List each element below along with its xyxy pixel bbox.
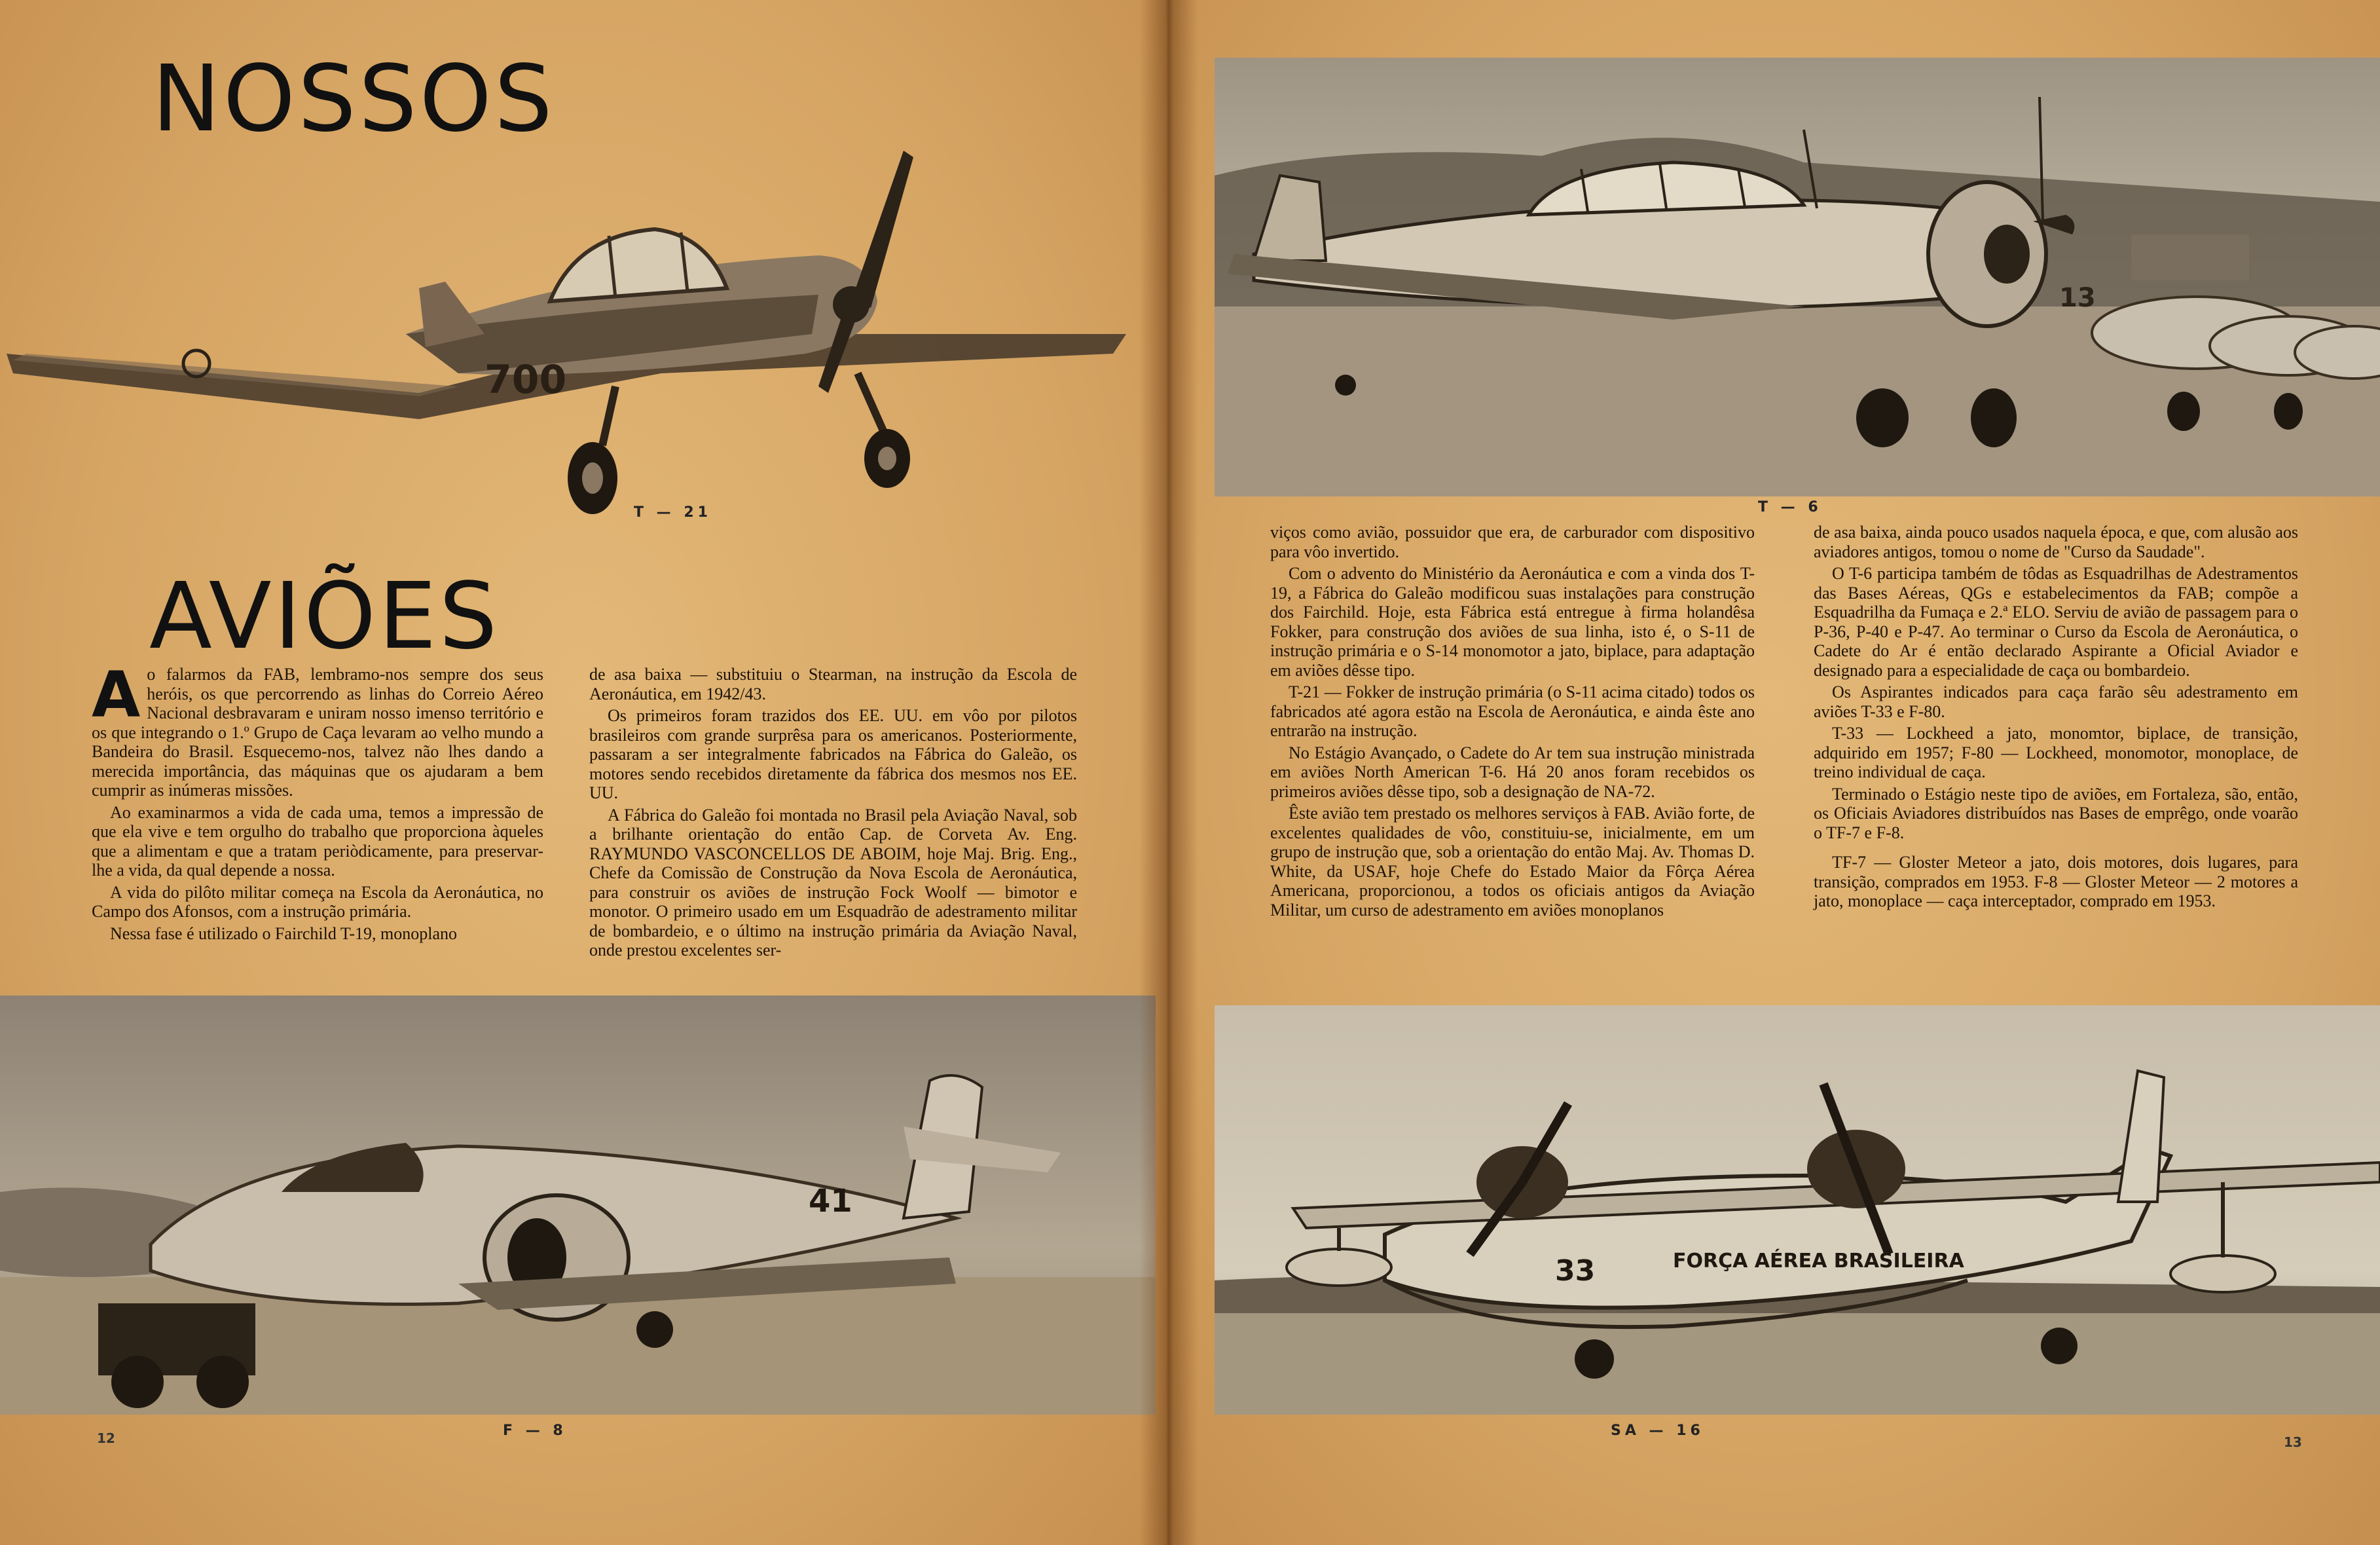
- paragraph: de asa baixa, ainda pouco usados naquela época, e que, com alusão aos aviadores antigos, tomou o nome de "Curso da Saudade".: [1814, 523, 2298, 561]
- headline-top: NOSSOS: [152, 46, 555, 153]
- t6-tail-number: 13: [2059, 283, 2096, 313]
- left-page: [0, 0, 1165, 1545]
- sa16-hull-number: 33: [1555, 1254, 1596, 1288]
- right-column-1: [1270, 523, 1755, 922]
- paragraph: Êste avião tem prestado os melhores serviços à FAB. Avião forte, de excelentes qualidades de vôo, constituiu-se, inicialmente, em um grupo de instrução que, sob a orientação do então Maj. Av. Thomas D. White, da USAF, hoje Chefe do Estado Maior da Fôrça Aérea Americana, proporcionou, a todos os oficiais antigos da Aviação Militar, um curso de adestramento em aviões monoplanos: [1270, 804, 1755, 920]
- headline-bottom: AVIÕES: [149, 563, 500, 670]
- drop-cap: A: [92, 658, 141, 732]
- paragraph: No Estágio Avançado, o Cadete do Ar tem sua instrução ministrada em aviões North American T-6. Há 20 anos foram recebidos os primeiros aviões dêsse tipo, sob a designação de NA-72.: [1270, 743, 1755, 801]
- paragraph: Os primeiros foram trazidos dos EE. UU. em vôo por pilotos brasileiros com grande surprêsa para os americanos. Posteriormente, passaram a ser integralmente fabricados na Fábrica do Galeão, os motores sendo recebidos diretamente da fábrica dos mesmos nos EE. UU.: [589, 706, 1077, 802]
- t21-aircraft-photo: [0, 138, 1152, 544]
- left-column-2: [589, 665, 1077, 963]
- photo-caption-t6: T — 6: [1758, 499, 1822, 515]
- right-column-2: [1814, 523, 2298, 914]
- paragraph: T-33 — Lockheed a jato, monomtor, biplace, de transição, adquirido em 1957; F-80 — Lockheed, monomotor, monoplace, de treino individual de caça.: [1814, 724, 2298, 781]
- paragraph: O T-6 participa também de tôdas as Esquadrilhas de Adestramentos das Bases Aéreas, QGs e estabelecimentos da FAB; compõe a Esquadrilha da Fumaça e 2.ª ELO. Serviu de avião de passagem para o P-36, P-40 e P-47. Ao terminar o Curso da Escola de Aeronáutica, o Cadete do Ar é então declarado Aspirante a Oficial Aviador e designado para a especialidade de caça ou bombardeio.: [1814, 564, 2298, 680]
- page-gutter: [1139, 0, 1198, 1545]
- right-page: [1165, 0, 2380, 1545]
- t6-texan-photo: [1215, 58, 2380, 496]
- svg-text:700: 700: [485, 357, 567, 403]
- paragraph: TF-7 — Gloster Meteor a jato, dois motores, dois lugares, para transição, comprados em 1953. F-8 — Gloster Meteor — 2 motores a jato, monoplace — caça interceptador, comprado em 1953.: [1814, 853, 2298, 910]
- paragraph: Ao falarmos da FAB, lembramo-nos sempre dos seus heróis, os que percorrendo as linhas do Correio Aéreo Nacional desbravaram e uniram nosso imenso território e os que integrando o 1.º Grupo de Caça levaram ao velho mundo a Bandeira do Brasil. Esquecemo-nos, talvez não lhes dando a merecida importância, das máquinas que os ajudaram a bem cumprir as inúmeras missões.: [92, 658, 543, 800]
- paragraph: Nessa fase é utilizado o Fairchild T-19, monoplano: [110, 923, 458, 943]
- paragraph: Os Aspirantes indicados para caça farão sêu adestramento em aviões T-33 e F-80.: [1814, 682, 2298, 721]
- photo-caption-f8: F — 8: [503, 1423, 567, 1439]
- paragraph: A vida do pilôto militar começa na Escola da Aeronáutica, no Campo dos Afonsos, com a instrução primária.: [92, 882, 543, 921]
- page-number-left: 12: [97, 1430, 115, 1446]
- paragraph: Com o advento do Ministério da Aeronáutica e com a vinda dos T-19, a Fábrica do Galeão modificou suas instalações para construção dos Fairchild. Hoje, esta Fábrica está entregue à firma holandêsa Fokker, para construção dos aviões de sua linha, isto é, o S-11 de instrução primária e o S-14 monomotor a jato, biplace, para adaptação em aviões dêsse tipo.: [1270, 564, 1755, 680]
- paragraph: de asa baixa — substituiu o Stearman, na instrução da Escola de Aeronáutica, em 1942/43.: [589, 665, 1077, 703]
- f8-tail-number: 41: [809, 1183, 852, 1219]
- left-column-1: [92, 658, 543, 946]
- paragraph: Terminado o Estágio neste tipo de aviões, em Fortaleza, são, então, os Oficiais Aviadores distribuídos nas Bases de emprêgo, onde voarão o TF-7 e F-8.: [1814, 784, 2298, 842]
- f8-meteor-photo: [0, 996, 1156, 1415]
- sa16-albatross-photo: [1215, 1005, 2380, 1415]
- sa16-hull-text: FORÇA AÉREA BRASILEIRA: [1673, 1250, 1964, 1273]
- photo-caption-t21: T — 21: [634, 504, 712, 521]
- paragraph: Ao examinarmos a vida de cada uma, temos a impressão de que ela vive e tem orgulho do trabalho que proporciona àqueles que a alimentam e que a tratam periòdicamente, para preservar-lhe a vida, da qual depende a nossa.: [92, 802, 543, 880]
- photo-caption-sa16: SA — 16: [1611, 1423, 1704, 1439]
- paragraph: viços como avião, possuidor que era, de carburador com dispositivo para vôo invertido.: [1270, 523, 1755, 561]
- paragraph: T-21 — Fokker de instrução primária (o S-11 acima citado) todos os fabricados até agora estão na Escola de Aeronáutica, e ainda êste ano entrarão na instrução.: [1270, 682, 1755, 740]
- paragraph: A Fábrica do Galeão foi montada no Brasil pela Aviação Naval, sob a brilhante orientação do então Cap. de Corveta Av. Eng. RAYMUNDO VASCONCELLOS DE ABOIM, hoje Maj. Brig. Eng., Chefe da Comissão de Construção da Nova Escola de Aeronáutica, para construir os aviões de instrução Fock Woolf — bimotor e monotor. O primeiro usado em um Esquadrão de adestramento militar de bombardeio, e o último na instrução primária da Aviação Naval, onde prestou excelentes ser-: [589, 805, 1077, 959]
- page-number-right: 13: [2284, 1434, 2302, 1450]
